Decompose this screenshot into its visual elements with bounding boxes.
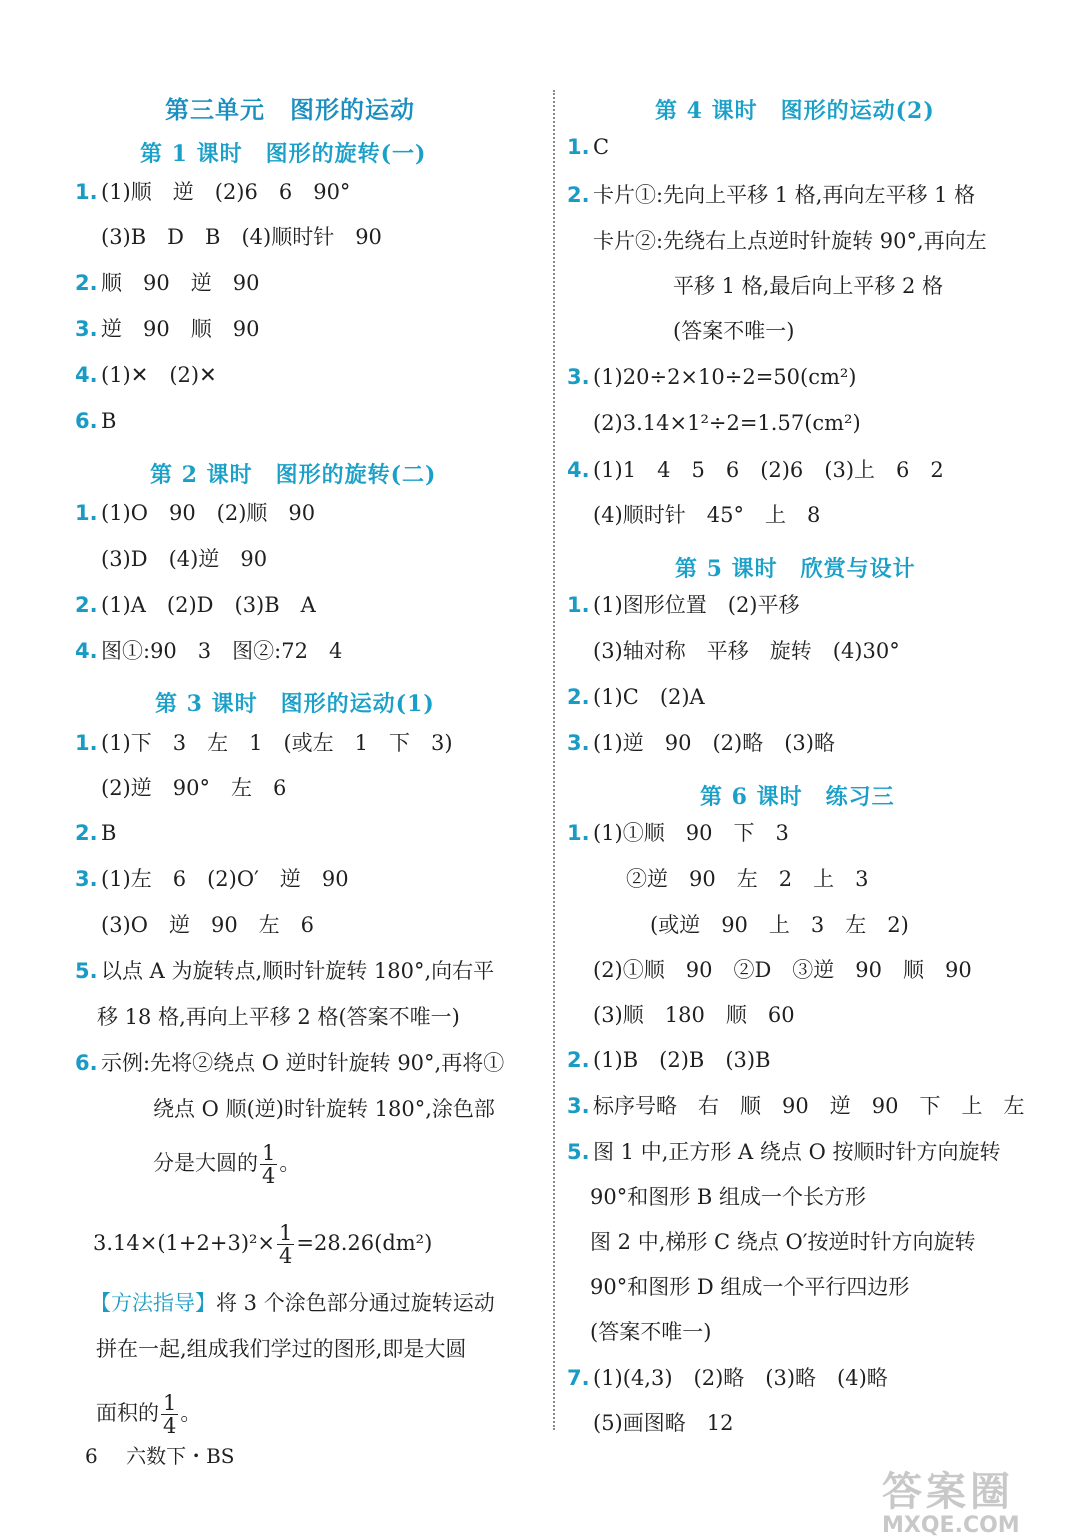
l3-q1 xyxy=(75,728,453,758)
fraction-line xyxy=(96,1392,201,1437)
watermark-title: 答案圈 xyxy=(882,1469,1014,1515)
answer-text: B xyxy=(101,821,117,845)
answer-text: (2)3.14×1²÷2=1.57(cm²) xyxy=(593,411,861,435)
method-label: 【方法指导】 xyxy=(90,1291,216,1315)
answer-text: 图①:90 3 图②:72 4 xyxy=(101,639,343,663)
answer-text: B xyxy=(101,409,117,433)
q-number: 3. xyxy=(567,1094,590,1118)
q-number: 2. xyxy=(75,593,98,617)
answer-text: (1)B (2)B (3)B xyxy=(593,1048,771,1072)
q-number: 4. xyxy=(567,458,590,482)
q-number: 4. xyxy=(75,639,98,663)
page-number: 6 xyxy=(85,1444,98,1468)
l6-q1 xyxy=(567,818,789,848)
q-number: 2. xyxy=(567,685,590,709)
answer-text: 图 2 中,梯形 C 绕点 O′按逆时针方向旋转 xyxy=(590,1230,976,1254)
q-number: 2. xyxy=(567,1048,590,1072)
l6-q5 xyxy=(567,1137,1000,1167)
l1-q4 xyxy=(75,360,217,390)
q-number: 5. xyxy=(567,1140,590,1164)
lesson1-heading: 第 1 课时 图形的旋转(一) xyxy=(140,141,427,167)
answer-text: 移 18 格,再向上平移 2 格(答案不唯一) xyxy=(97,1005,460,1029)
fraction-denominator: 4 xyxy=(163,1414,177,1438)
q-number: 6. xyxy=(75,409,98,433)
book-label: 六数下・BS xyxy=(126,1444,235,1468)
lesson4-heading: 第 4 课时 图形的运动(2) xyxy=(655,98,935,124)
answer-text: 。 xyxy=(180,1401,202,1425)
answer-text: (1)逆 90 (2)略 (3)略 xyxy=(593,731,835,755)
answer-text: (1)✕ (2)✕ xyxy=(101,363,217,387)
answer-text: (1)O 90 (2)顺 90 xyxy=(101,501,316,525)
l6-q7 xyxy=(567,1363,888,1393)
q-number: 1. xyxy=(567,593,590,617)
answer-text: (3)O 逆 90 左 6 xyxy=(101,913,315,937)
lesson5-heading: 第 5 课时 欣赏与设计 xyxy=(675,556,916,582)
q-number: 4. xyxy=(75,363,98,387)
l3-q3 xyxy=(75,864,349,894)
l1-q3 xyxy=(75,314,259,344)
l4-q2 xyxy=(567,180,975,210)
answer-text: (1)下 3 左 1 (或左 1 下 3) xyxy=(101,731,453,755)
watermark xyxy=(882,1460,1062,1536)
answer-text: (5)画图略 12 xyxy=(593,1411,734,1435)
q-number: 1. xyxy=(567,821,590,845)
answer-text: (4)顺时针 45° 上 8 xyxy=(593,503,821,527)
answer-text: (1)图形位置 (2)平移 xyxy=(593,593,800,617)
q-number: 7. xyxy=(567,1366,590,1390)
watermark-url: MXQE.COM xyxy=(882,1513,1020,1536)
answer-text: 卡片②:先绕右上点逆时针旋转 90°,再向左 xyxy=(593,229,987,253)
l4-q1 xyxy=(567,132,609,162)
answer-text: 示例:先将②绕点 O 逆时针旋转 90°,再将① xyxy=(101,1051,505,1075)
answer-text: 90°和图形 B 组成一个长方形 xyxy=(590,1185,867,1209)
l2-q2 xyxy=(75,590,316,620)
answer-text: 。 xyxy=(279,1151,301,1175)
answer-text: 以点 A 为旋转点,顺时针旋转 180°,向右平 xyxy=(101,959,495,983)
q-number: 3. xyxy=(75,867,98,891)
q-number: 1. xyxy=(75,731,98,755)
answer-text: 分是大圆的 xyxy=(153,1151,258,1175)
l1-q2 xyxy=(75,268,259,298)
l1-q1 xyxy=(75,177,350,207)
formula-line xyxy=(93,1222,432,1267)
fraction xyxy=(277,1222,294,1267)
q-number: 1. xyxy=(75,180,98,204)
answer-text: 图 1 中,正方形 A 绕点 O 按顺时针方向旋转 xyxy=(593,1140,1001,1164)
answer-text: (3)D (4)逆 90 xyxy=(101,547,268,571)
answer-text: 标序号略 右 顺 90 逆 90 下 上 左 xyxy=(593,1094,1025,1118)
answer-text: (1)C (2)A xyxy=(593,685,705,709)
q-number: 3. xyxy=(567,365,590,389)
fraction-line xyxy=(153,1142,300,1187)
q-number: 1. xyxy=(567,135,590,159)
fraction-numerator: 1 xyxy=(262,1141,276,1165)
q-number: 6. xyxy=(75,1051,98,1075)
q-number: 5. xyxy=(75,959,98,983)
q-number: 1. xyxy=(75,501,98,525)
l2-q1 xyxy=(75,498,315,528)
page-footer xyxy=(85,1440,235,1469)
l2-q4 xyxy=(75,636,342,666)
l4-q4 xyxy=(567,455,944,485)
fraction-numerator: 1 xyxy=(163,1391,177,1415)
l6-q2 xyxy=(567,1045,771,1075)
l3-q2 xyxy=(75,818,116,848)
l5-q2 xyxy=(567,682,705,712)
answer-text: (1)20÷2×10÷2=50(cm²) xyxy=(593,365,857,389)
answer-text: 顺 90 逆 90 xyxy=(101,271,260,295)
lesson6-heading: 第 6 课时 练习三 xyxy=(700,784,895,810)
answer-text: (1)(4,3) (2)略 (3)略 (4)略 xyxy=(593,1366,888,1390)
l6-q3 xyxy=(567,1091,1024,1121)
fraction-denominator: 4 xyxy=(262,1164,276,1188)
q-number: 3. xyxy=(75,317,98,341)
q-number: 2. xyxy=(75,271,98,295)
l5-q1 xyxy=(567,590,800,620)
lesson2-heading: 第 2 课时 图形的旋转(二) xyxy=(150,462,437,488)
answer-text: 平移 1 格,最后向上平移 2 格 xyxy=(673,274,944,298)
answer-text: (1)左 6 (2)O′ 逆 90 xyxy=(101,867,349,891)
l4-q3 xyxy=(567,362,857,392)
answer-text: (1)①顺 90 下 3 xyxy=(593,821,789,845)
q-number: 2. xyxy=(75,821,98,845)
l3-q6 xyxy=(75,1048,504,1078)
answer-text: (1)A (2)D (3)B A xyxy=(101,593,316,617)
answer-text: 面积的 xyxy=(96,1401,159,1425)
fraction-denominator: 4 xyxy=(279,1244,293,1268)
answer-text: (3)B D B (4)顺时针 90 xyxy=(101,225,382,249)
unit-title: 第三单元 图形的运动 xyxy=(165,95,415,124)
l3-q5 xyxy=(75,956,494,986)
answer-text: (答案不唯一) xyxy=(673,319,795,343)
fraction xyxy=(161,1392,178,1437)
l1-q6 xyxy=(75,406,116,436)
answer-text: 将 3 个涂色部分通过旋转运动 xyxy=(216,1291,495,1315)
formula-text: =28.26(dm²) xyxy=(296,1231,433,1255)
answer-text: (2)①顺 90 ②D ③逆 90 顺 90 xyxy=(593,958,972,982)
l5-q3 xyxy=(567,728,835,758)
fraction xyxy=(260,1142,277,1187)
answer-text: 逆 90 顺 90 xyxy=(101,317,260,341)
q-number: 3. xyxy=(567,731,590,755)
answer-text: (1)顺 逆 (2)6 6 90° xyxy=(101,180,351,204)
answer-text: C xyxy=(593,135,610,159)
lesson3-heading: 第 3 课时 图形的运动(1) xyxy=(155,691,435,717)
fraction-numerator: 1 xyxy=(279,1221,293,1245)
answer-text: 90°和图形 D 组成一个平行四边形 xyxy=(590,1275,910,1299)
formula-text: 3.14×(1+2+3)²× xyxy=(93,1231,276,1255)
answer-text: 卡片①:先向上平移 1 格,再向左平移 1 格 xyxy=(593,183,976,207)
answer-text: 拼在一起,组成我们学过的图形,即是大圆 xyxy=(96,1337,467,1361)
q-number: 2. xyxy=(567,183,590,207)
answer-text: (1)1 4 5 6 (2)6 (3)上 6 2 xyxy=(593,458,944,482)
answer-text: (3)轴对称 平移 旋转 (4)30° xyxy=(593,639,900,663)
answer-text: (2)逆 90° 左 6 xyxy=(101,776,287,800)
column-divider xyxy=(553,90,555,1430)
answer-text: 绕点 O 顺(逆)时针旋转 180°,涂色部 xyxy=(153,1097,495,1121)
answer-text: ②逆 90 左 2 上 3 xyxy=(626,867,869,891)
answer-text: (或逆 90 上 3 左 2) xyxy=(650,913,909,937)
method-guide xyxy=(90,1288,495,1318)
answer-text: (答案不唯一) xyxy=(590,1320,712,1344)
answer-text: (3)顺 180 顺 60 xyxy=(593,1003,795,1027)
